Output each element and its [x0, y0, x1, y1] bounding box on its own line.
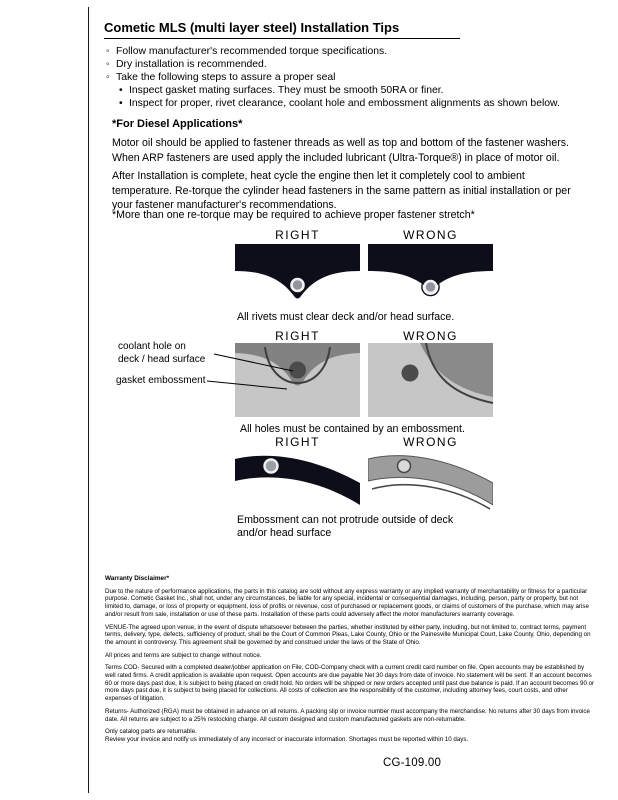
figure3-caption: [237, 514, 453, 540]
coolant-hole-icon: [402, 365, 419, 382]
list-item: [106, 71, 586, 84]
bolt-hole-icon: [265, 460, 278, 473]
open-bullet-icon: ◦: [106, 72, 110, 83]
figure-embossment-wrong: [368, 343, 493, 417]
gasket-cross-section-shape: [368, 456, 493, 505]
figure1-caption: All rivets must clear deck and/or head surface.: [237, 311, 455, 323]
open-bullet-icon: ◦: [106, 59, 110, 70]
rivet-icon: [292, 279, 304, 291]
figure3-caption-line1: Embossment can not protrude outside of deck: [237, 514, 454, 526]
installation-tips-list: [106, 45, 586, 110]
disclaimer-paragraph: All prices and terms are subject to change without notice.: [105, 651, 262, 659]
figure-protrusion-right: [235, 449, 360, 511]
figure3-right-label: RIGHT: [275, 435, 320, 449]
solid-bullet-icon: •: [119, 85, 123, 96]
disclaimer-paragraph: Due to the nature of performance applications, the parts in this catalog are sold without any express warranty or any implied warranty of merchantability or fitness for a particular purpose. Cometic Gasket Inc., shall not, under any circumstances, be liable for any special, incidental or consequential damages, including, person, party or property, but not limited to, damage, or loss of property or equipment, loss of profits or revenue, cost of purchased or replacement goods, or claims of customers of the purchase, which may arise and/or result from sale, installation or use of these parts. Installation of these parts could adversely affect the motor manufacturers warranty coverage.: [105, 587, 589, 618]
diesel-applications-heading: *For Diesel Applications*: [112, 118, 243, 130]
bolt-hole-icon: [398, 460, 411, 473]
page-title: Cometic MLS (multi layer steel) Installation Tips: [104, 20, 460, 39]
gasket-cross-section-shape: [235, 456, 360, 505]
list-item-text: Follow manufacturer's recommended torque specifications.: [116, 46, 388, 57]
diesel-paragraph-1: Motor oil should be applied to fastener threads as well as top and bottom of the fastener washers. When ARP fasteners are used apply the included lubricant (Ultra-Torque®) in place of motor oil.: [112, 137, 569, 164]
figure1-wrong-label: WRONG: [403, 228, 458, 242]
disclaimer-paragraph: Review your invoice and notify us immediately of any incorrect or inaccurate information. Shortages must be reported within 10 days.: [105, 735, 469, 743]
embossment-wrong-drawing: [368, 343, 493, 417]
warranty-disclaimer-heading: Warranty Disclaimer*: [105, 575, 170, 582]
page-left-border: [88, 7, 89, 793]
list-item: [119, 84, 586, 97]
list-item-text: Inspect gasket mating surfaces. They must be smooth 50RA or finer.: [129, 85, 444, 96]
list-item: [119, 97, 586, 110]
figure3-wrong-label: WRONG: [403, 435, 458, 449]
coolant-hole-icon: [289, 362, 306, 379]
figure1-right-label: RIGHT: [275, 228, 320, 242]
page-number: CG-109.00: [383, 757, 442, 769]
callout-text: deck / head surface: [118, 353, 206, 365]
warranty-disclaimer: [105, 575, 595, 749]
disclaimer-paragraph: Terms COD- Secured with a completed dealer/jobber application on File, COD-Company check with a current credit card number on file. Open accounts may be established by well rated firms. A credit application is available upon request. Open accounts are due payable Net 30 days from date of invoice. No statement will be sent. If an account becomes 60 or more days past due, it is subject to being placed on credit hold. No orders will be shipped or new orders accepted until past due balance is paid. If an account becomes 90 or more days past due, it is subject to being placed for collections. All costs of collection are the responsibility of the customer, including attorney fees, court costs, and other expenses of litigation.: [105, 664, 595, 703]
list-item-text: Take the following steps to assure a proper seal: [116, 72, 336, 83]
protrusion-right-drawing: [235, 449, 360, 511]
embossment-right-drawing: [235, 343, 360, 417]
rivet-wrong-drawing: [368, 244, 493, 306]
disclaimer-paragraph: Returns- Authorized (RGA) must be obtained in advance on all returns. A packing slip or invoice number must accompany the merchandise. No returns after 30 days from invoice date. All returns are subject to a 25% restocking charge. All custom designed and custom manufactured gaskets are non-returnable.: [105, 707, 590, 723]
figure-rivet-right: [235, 244, 360, 306]
list-item: [106, 58, 586, 71]
gasket-embossment-callout: gasket embossment: [116, 375, 206, 386]
list-item: [106, 45, 586, 58]
diesel-paragraph-2: After Installation is complete, heat cycle the engine then let it completely cool to ambient temperature. Re-torque the cylinder head fasteners in the same pattern as initial installation or per your fastener manufacturer's recommendations.: [112, 170, 571, 211]
disclaimer-paragraph: Only catalog parts are returnable.: [105, 728, 197, 736]
figure2-right-label: RIGHT: [275, 329, 320, 343]
disclaimer-paragraph: VENUE-The agreed upon venue, in the event of dispute whatsoever between the parties, whether instituted by either party, including, but not limited to, contract terms, payment terms, delivery, type, defects, sufficiency of product, shall be the Court of Common Pleas, Lake County, Ohio or the Painesville Municipal Court, Lake County, Ohio, depending on the amount in controversy. This agreement shall be governed by and construed under the laws of the State of Ohio.: [105, 623, 591, 646]
figure-embossment-right: [235, 343, 360, 417]
rivet-icon: [425, 281, 437, 293]
figure-protrusion-wrong: [368, 449, 493, 511]
protrusion-wrong-drawing: [368, 449, 493, 511]
list-item-text: Dry installation is recommended.: [116, 59, 267, 70]
retorque-note: *More than one re-torque may be required to achieve proper fastener stretch*: [112, 209, 475, 221]
figure2-caption: All holes must be contained by an embossment.: [240, 423, 465, 435]
figure3-caption-line2: and/or head surface: [237, 527, 332, 539]
open-bullet-icon: ◦: [106, 46, 110, 57]
figure-rivet-wrong: [368, 244, 493, 306]
solid-bullet-icon: •: [119, 98, 123, 109]
callout-text: coolant hole on: [118, 341, 186, 352]
list-item-text: Inspect for proper, rivet clearance, coolant hole and embossment alignments as shown below.: [129, 98, 560, 109]
figure2-wrong-label: WRONG: [403, 329, 458, 343]
rivet-right-drawing: [235, 244, 360, 306]
coolant-hole-callout: [118, 341, 214, 366]
